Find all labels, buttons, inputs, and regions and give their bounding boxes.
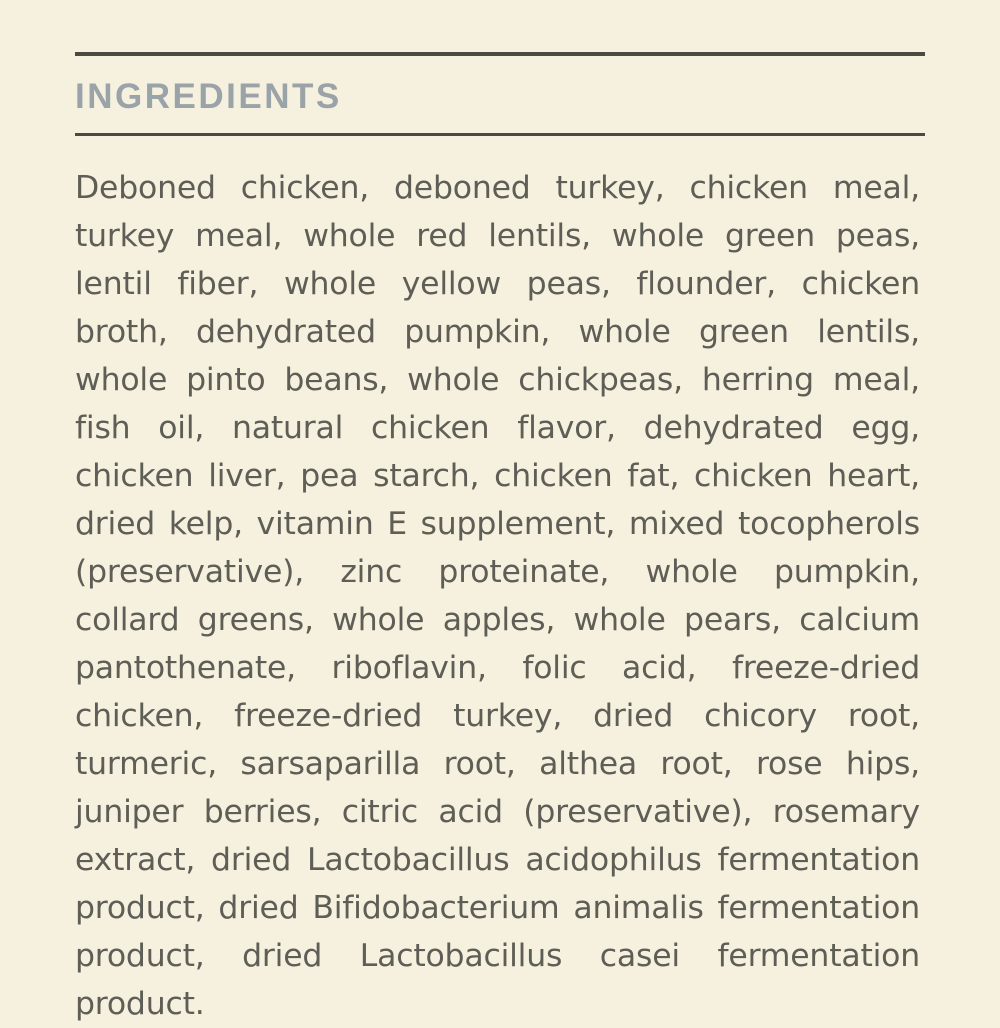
divider-bottom xyxy=(75,133,925,136)
section-title: INGREDIENTS xyxy=(75,77,342,116)
ingredients-list-text: Deboned chicken, deboned turkey, chicken meal, turkey meal, whole red lentils, whole green peas, lentil fiber, whole yellow peas, flounder, chicken broth, dehydrated pumpkin, whole green lentils, whole pinto beans, whole chickpeas, herring meal, fish oil, natural chicken flavor, dehydrated egg, chicken liver, pea starch, chicken fat, chicken heart, dried kelp, vitamin E supplement, mixed tocopherols (preservative), zinc proteinate, whole pumpkin, collard greens, whole apples, whole pears, calcium pantothenate, riboflavin, folic acid, freeze-dried chicken, freeze-dried turkey, dried chicory root, turmeric, sarsaparilla root, althea root, rose hips, juniper berries, citric acid (preservative), rosemary extract, dried Lactobacillus acidophilus fermentation product, dried Bifidobacterium animalis fermentation product, dried Lactobacillus casei fermentation product. xyxy=(75,169,920,1022)
